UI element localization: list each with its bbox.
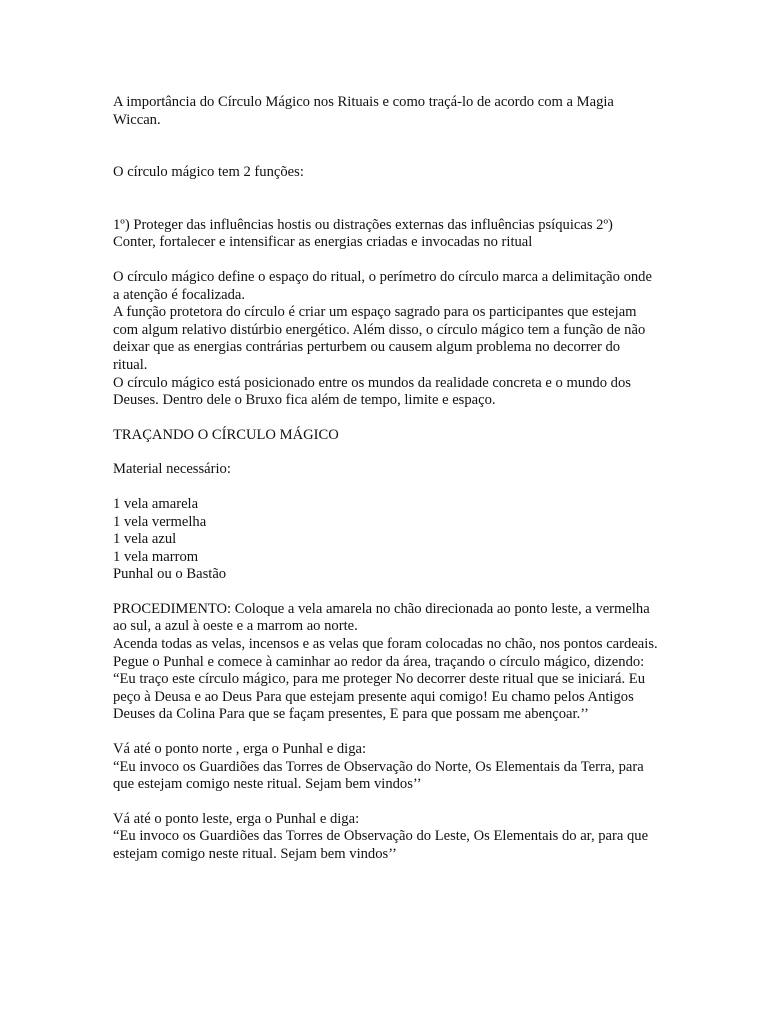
definition-line: A função protetora do círculo é criar um espaço sagrado para os participantes que estejam com algum relativo distúrbio energético. Além disso, o círculo mágico tem a função de não deixar que as energias contrárias perturbem ou causem algum problema no decorrer do ritual. <box>113 304 646 373</box>
north-section <box>113 741 658 794</box>
procedure-line: PROCEDIMENTO: Coloque a vela amarela no chão direcionada ao ponto leste, a vermelha ao sul, a azul à oeste e a marrom ao norte. <box>113 600 650 635</box>
spacer <box>113 479 658 496</box>
definition-paragraph <box>113 269 658 410</box>
spacer <box>113 444 658 461</box>
north-instruction: Vá até o ponto norte , erga o Punhal e diga: <box>113 741 367 758</box>
spacer <box>113 724 658 741</box>
definition-line: O círculo mágico define o espaço do ritual, o perímetro do círculo marca a delimitação onde a atenção é focalizada. <box>113 268 652 303</box>
north-invocation: “Eu invoco os Guardiões das Torres de Observação do Norte, Os Elementais da Terra, para que estejam comigo neste ritual. Sejam bem vindos’’ <box>113 758 644 793</box>
spacer <box>113 182 658 217</box>
spacer <box>113 252 658 269</box>
list-item: 1 vela marrom <box>113 548 199 565</box>
procedure-paragraph <box>113 601 658 724</box>
document-title: A importância do Círculo Mágico nos Rituais e como traçá-lo de acordo com a Magia Wiccan. <box>113 94 614 128</box>
procedure-line: Acenda todas as velas, incensos e as velas que foram colocadas no chão, nos pontos cardeais. Pegue o Punhal e comece à caminhar ao redor da área, traçando o círculo mágico, dizendo: <box>113 636 658 670</box>
functions-paragraph: 1º) Proteger das influências hostis ou distrações externas das influências psíquicas 2º) Conter, fortalecer e intensificar as energias criadas e invocadas no ritual <box>113 216 613 251</box>
list-item: 1 vela azul <box>113 531 177 548</box>
section-heading: TRAÇANDO O CÍRCULO MÁGICO <box>113 426 339 443</box>
list-item: 1 vela amarela <box>113 495 199 512</box>
east-invocation: “Eu invoco os Guardiões das Torres de Observação do Leste, Os Elementais do ar, para que estejam comigo neste ritual. Sejam bem vindos’’ <box>113 828 649 862</box>
spacer <box>113 129 658 164</box>
east-section <box>113 811 658 864</box>
east-instruction: Vá até o ponto leste, erga o Punhal e diga: <box>113 810 360 827</box>
materials-label: Material necessário: <box>113 461 231 478</box>
procedure-line: “Eu traço este círculo mágico, para me proteger No decorrer deste ritual que se iniciará. Eu peço à Deusa e ao Deus Para que estejam presente aqui comigo! Eu chamo pelos Antigos Deuses da Colina Para que se façam presentes, E para que possam me abençoar.’’ <box>113 671 646 723</box>
spacer <box>113 584 658 601</box>
definition-line: O círculo mágico está posicionado entre os mundos da realidade concreta e o mundo dos Deuses. Dentro dele o Bruxo fica além de tempo, limite e espaço. <box>113 374 631 409</box>
materials-list <box>113 496 658 584</box>
intro-paragraph: O círculo mágico tem 2 funções: <box>113 164 304 181</box>
list-item: 1 vela vermelha <box>113 513 207 530</box>
document-page <box>113 94 658 864</box>
list-item: Punhal ou o Bastão <box>113 566 227 583</box>
spacer <box>113 410 658 427</box>
spacer <box>113 794 658 811</box>
